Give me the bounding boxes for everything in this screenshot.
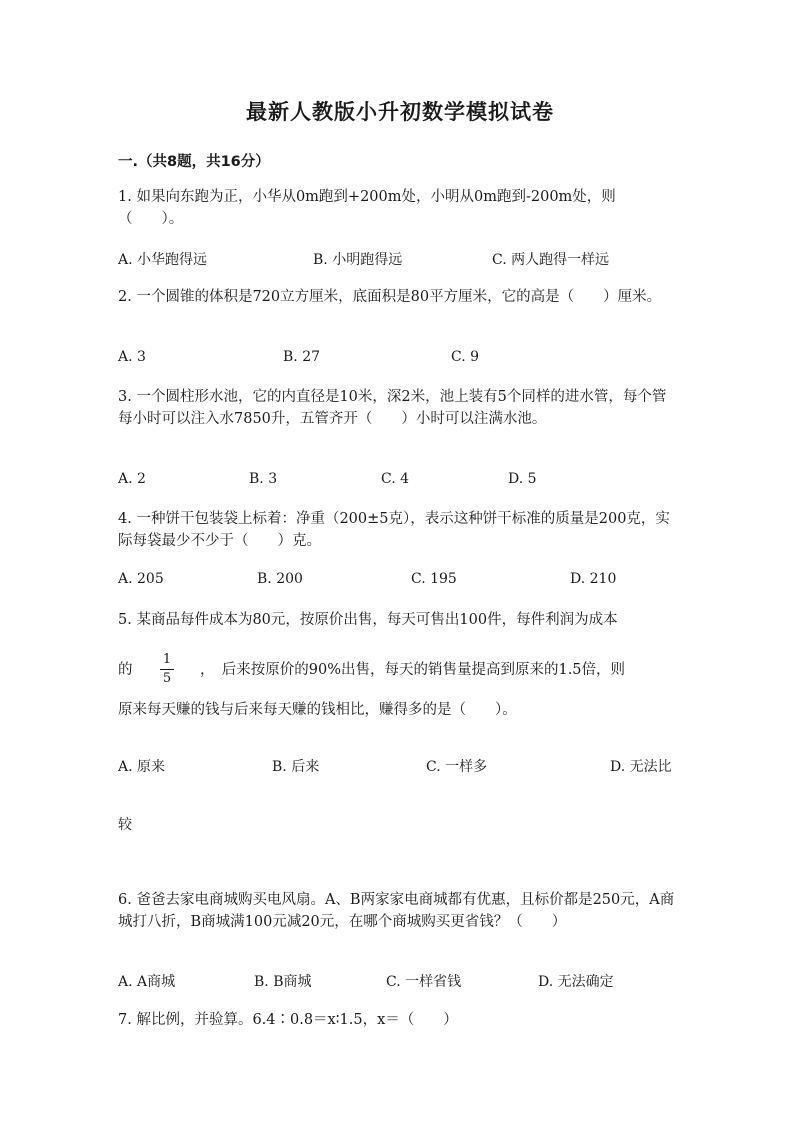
section-heading: 一.（共8题，共16分） <box>118 154 270 170</box>
question-7-text: 7. 解比例，并验算。6.4∶0.8＝x∶1.5，x＝（ ） <box>118 1012 458 1028</box>
q5-option-d[interactable]: D. 无法比 <box>610 759 672 775</box>
q5-option-b[interactable]: B. 后来 <box>272 759 320 775</box>
q5-option-d-wrap: 较 <box>118 817 132 833</box>
question-4-text: 4. 一种饼干包装袋上标着：净重（200±5克），表示这种饼干标准的质量是200克，实际每袋最少不少于（ ）克。 <box>118 511 670 549</box>
question-5-line-1: 5. 某商品每件成本为80元，按原价出售，每天可售出100件，每件利润为成本 <box>118 612 618 628</box>
question-5-line-2-end: ， 后来按原价的90%出售，每天的销售量提高到原来的1.5倍，则 <box>200 662 626 678</box>
q1-option-b[interactable]: B. 小明跑得远 <box>313 252 403 268</box>
q3-option-d[interactable]: D. 5 <box>508 471 537 487</box>
q6-option-b[interactable]: B. B商城 <box>254 974 312 990</box>
q4-option-b[interactable]: B. 200 <box>257 571 303 587</box>
q3-option-b[interactable]: B. 3 <box>249 471 278 487</box>
fraction-numerator: 1 <box>162 652 172 667</box>
q6-option-d[interactable]: D. 无法确定 <box>538 974 614 990</box>
question-3-text: 3. 一个圆柱形水池，它的内直径是10米，深2米，池上装有5个同样的进水管，每个管每小时可以注入水7850升，五管齐开（ ）小时可以注满水池。 <box>118 389 667 427</box>
question-6-text: 6. 爸爸去家电商城购买电风扇。A、B两家家电商城都有优惠，且标价都是250元，A商城打八折，B商城满100元减20元，在哪个商城购买更省钱？（ ） <box>118 892 675 930</box>
q2-option-c[interactable]: C. 9 <box>451 349 480 365</box>
q2-option-a[interactable]: A. 3 <box>118 349 146 365</box>
question-5-line-2-start: 的 <box>118 662 133 678</box>
fraction-denominator: 5 <box>162 671 172 686</box>
question-5-line-3: 原来每天赚的钱与后来每天赚的钱相比，赚得多的是（ ）。 <box>118 702 517 718</box>
fraction-bar <box>160 669 174 670</box>
q4-option-d[interactable]: D. 210 <box>570 571 617 587</box>
q6-option-a[interactable]: A. A商城 <box>118 974 176 990</box>
q1-option-a[interactable]: A. 小华跑得远 <box>118 252 208 268</box>
q1-option-c[interactable]: C. 两人跑得一样远 <box>492 252 610 268</box>
q2-option-b[interactable]: B. 27 <box>283 349 321 365</box>
q6-option-c[interactable]: C. 一样省钱 <box>386 974 462 990</box>
question-1-text: 1. 如果向东跑为正，小华从0m跑到+200m处，小明从0m跑到-200m处，则（ ）。 <box>118 189 616 227</box>
q5-option-c[interactable]: C. 一样多 <box>426 759 488 775</box>
fraction-one-fifth <box>160 652 174 687</box>
question-2-text: 2. 一个圆锥的体积是720立方厘米，底面积是80平方厘米，它的高是（ ）厘米。 <box>118 289 662 305</box>
q5-option-a[interactable]: A. 原来 <box>118 759 166 775</box>
page-title: 最新人教版小升初数学模拟试卷 <box>246 100 554 124</box>
q4-option-c[interactable]: C. 195 <box>411 571 457 587</box>
q4-option-a[interactable]: A. 205 <box>118 571 164 587</box>
q3-option-c[interactable]: C. 4 <box>381 471 410 487</box>
q3-option-a[interactable]: A. 2 <box>118 471 146 487</box>
